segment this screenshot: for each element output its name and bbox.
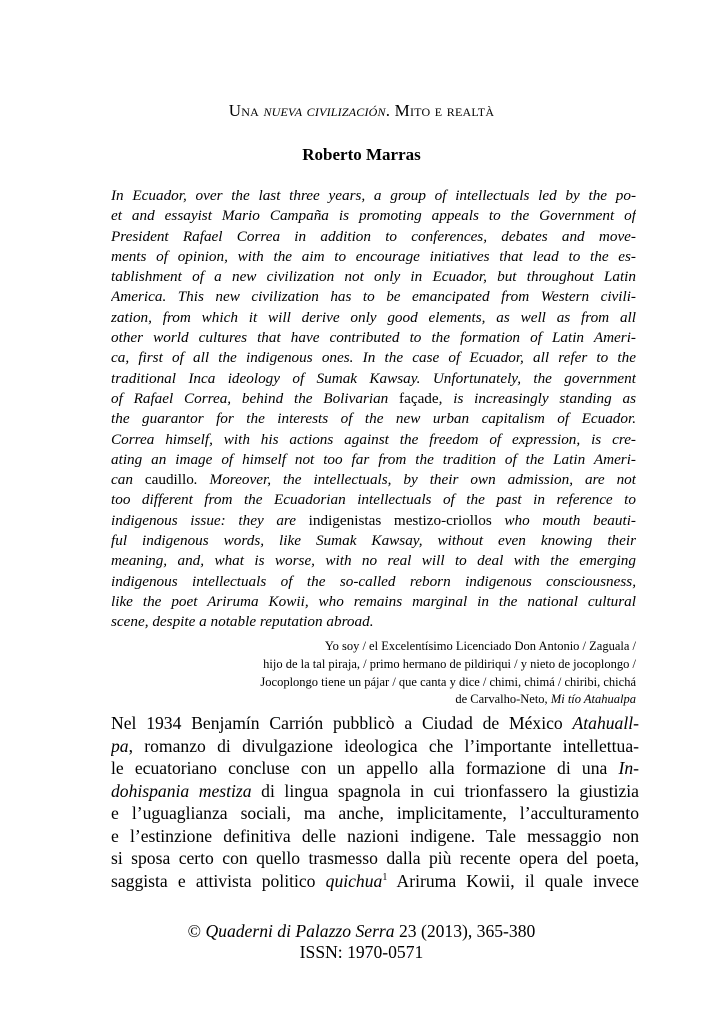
- body-line: [111, 825, 639, 848]
- text-run: America. This new civilization has to be emancipated from Western civili-: [111, 288, 636, 306]
- text-run: saggista e attivista politico: [111, 870, 326, 891]
- abstract-line: [111, 490, 636, 510]
- text-run: dohispania mestiza: [111, 780, 252, 801]
- text-run: of Rafael Correa, behind the Bolivarian: [111, 389, 400, 407]
- text-run: ful indigenous words, like Sumak Kawsay, without even knowing their: [111, 532, 636, 550]
- text-run: caudillo: [144, 471, 194, 489]
- abstract-line: [111, 450, 636, 470]
- text-run: pa: [111, 735, 129, 756]
- body-line: [111, 870, 639, 893]
- text-run: other world cultures that have contributed to the formation of Latin Ameri-: [111, 329, 636, 347]
- text-run: façade: [399, 389, 439, 407]
- text-run: quichua: [325, 870, 383, 891]
- citation-line: [0, 921, 723, 942]
- text-run: hijo de la tal piraja, / primo hermano de pildiriqui / y nieto de jocoplongo /: [263, 656, 636, 671]
- epigraph-line: [176, 638, 636, 656]
- author-name: Roberto Marras: [302, 145, 421, 164]
- text-run: di lingua spagnola in cui trionfassero la giustizia: [251, 780, 639, 801]
- abstract-line: [111, 430, 636, 450]
- abstract-line: [111, 227, 636, 247]
- text-run: Jocoplongo tiene un pájar / que canta y dice / chimi, chimá / chiribi, chichá: [260, 674, 636, 689]
- text-run: scene, despite a notable reputation abroad.: [111, 613, 374, 631]
- abstract: [111, 186, 636, 633]
- body-line: [111, 735, 639, 758]
- abstract-line: [111, 572, 636, 592]
- abstract-line: [111, 470, 636, 490]
- text-run: ments of opinion, with the aim to encourage initiatives that lead to the es-: [111, 247, 636, 265]
- text-run: the guarantor for the interests of the new urban capitalism of Ecuador.: [111, 410, 636, 428]
- text-run: . Moreover, the intellectuals, by their own admission, are not: [193, 471, 636, 489]
- title-part-1: Una: [228, 101, 264, 120]
- text-run: who mouth beauti-: [491, 511, 636, 529]
- abstract-line: [111, 511, 636, 531]
- text-run: too different from the Ecuadorian intellectuals of the past in reference to: [111, 491, 636, 509]
- abstract-line: [111, 287, 636, 307]
- text-run: ating an image of himself not too far from the tradition of the Latin Ameri-: [111, 450, 636, 468]
- text-run: indigenous intellectuals of the so-called reborn indigenous consciousness,: [111, 572, 636, 590]
- body-line: [111, 780, 639, 803]
- epigraph-line: [176, 656, 636, 674]
- body-text: [111, 712, 639, 892]
- text-run: si sposa certo con quello trasmesso dalla più recente opera del poeta,: [111, 848, 639, 868]
- text-run: indigenous issue: they are: [111, 511, 309, 529]
- title-part-3: . Mito e realtà: [385, 101, 495, 120]
- abstract-line: [111, 348, 636, 368]
- abstract-line: [111, 409, 636, 429]
- copyright-symbol: ©: [187, 921, 206, 941]
- text-run: , romanzo di divulgazione ideologica che l’importante intellettua-: [128, 735, 639, 756]
- text-run: Yo soy / el Excelentísimo Licenciado Don Antonio / Zaguala /: [324, 639, 636, 653]
- page-footer: [0, 921, 723, 963]
- abstract-line: [111, 308, 636, 328]
- text-run: le ecuatoriano concluse con un appello alla formazione di una: [111, 758, 619, 778]
- abstract-line: [111, 267, 636, 287]
- abstract-line: [111, 612, 636, 632]
- text-run: meaning, and, what is worse, with no real will to deal with the emerging: [111, 552, 636, 570]
- body-line: [111, 757, 639, 780]
- abstract-line: [111, 206, 636, 226]
- body-line: [111, 712, 639, 735]
- text-run: , is increasingly standing as: [438, 389, 636, 407]
- abstract-line: [111, 389, 636, 409]
- text-run: zation, from which it will derive only good elements, as well as from all: [111, 308, 636, 326]
- text-run: indigenistas mestizo-criollos: [308, 511, 492, 529]
- epigraph-line: [176, 674, 636, 692]
- journal-name: Quaderni di Palazzo Serra: [205, 921, 395, 941]
- article-title: [0, 101, 723, 121]
- text-run: de Carvalho-Neto,: [455, 692, 551, 707]
- text-run: ca, first of all the indigenous ones. In the case of Ecuador, all refer to the: [111, 349, 636, 367]
- text-run: President Rafael Correa in addition to conferences, debates and move-: [111, 227, 636, 245]
- epigraph: [176, 638, 636, 709]
- text-run: Correa himself, with his actions against the freedom of expression, is cre-: [111, 430, 636, 448]
- body-line: [111, 847, 639, 870]
- abstract-line: [111, 186, 636, 206]
- title-part-2: nueva civilización: [263, 101, 386, 120]
- text-run: Nel 1934 Benjamín Carrión pubblicò a Ciudad de México: [111, 713, 573, 733]
- abstract-line: [111, 328, 636, 348]
- issn-line: ISSN: 1970-0571: [299, 942, 424, 962]
- body-line: [111, 802, 639, 825]
- text-run: Atahuall-: [572, 713, 639, 733]
- citation-details: 23 (2013), 365-380: [394, 921, 536, 941]
- abstract-line: [111, 551, 636, 571]
- text-run: In-: [618, 758, 639, 778]
- abstract-line: [111, 531, 636, 551]
- text-run: In Ecuador, over the last three years, a group of intellectuals led by the po-: [111, 187, 636, 204]
- text-run: et and essayist Mario Campaña is promoting appeals to the Government of: [111, 207, 636, 225]
- text-run: Mi tío Atahualpa: [550, 692, 636, 707]
- text-run: Ariruma Kowii, il quale invece: [387, 870, 639, 891]
- epigraph-line: [176, 691, 636, 709]
- footnote-marker: 1: [382, 871, 388, 883]
- text-run: like the poet Ariruma Kowii, who remains marginal in the national cultural: [111, 592, 636, 610]
- text-run: e l’estinzione definitiva delle nazioni indigene. Tale messaggio non: [111, 825, 639, 846]
- text-run: traditional Inca ideology of Sumak Kawsay. Unfortunately, the government: [111, 369, 636, 387]
- text-run: e l’uguaglianza sociali, ma anche, implicitamente, l’acculturamento: [111, 803, 639, 823]
- text-run: can: [111, 471, 145, 489]
- text-run: tablishment of a new civilization not only in Ecuador, but throughout Latin: [111, 268, 636, 286]
- abstract-line: [111, 247, 636, 267]
- abstract-line: [111, 592, 636, 612]
- abstract-line: [111, 369, 636, 389]
